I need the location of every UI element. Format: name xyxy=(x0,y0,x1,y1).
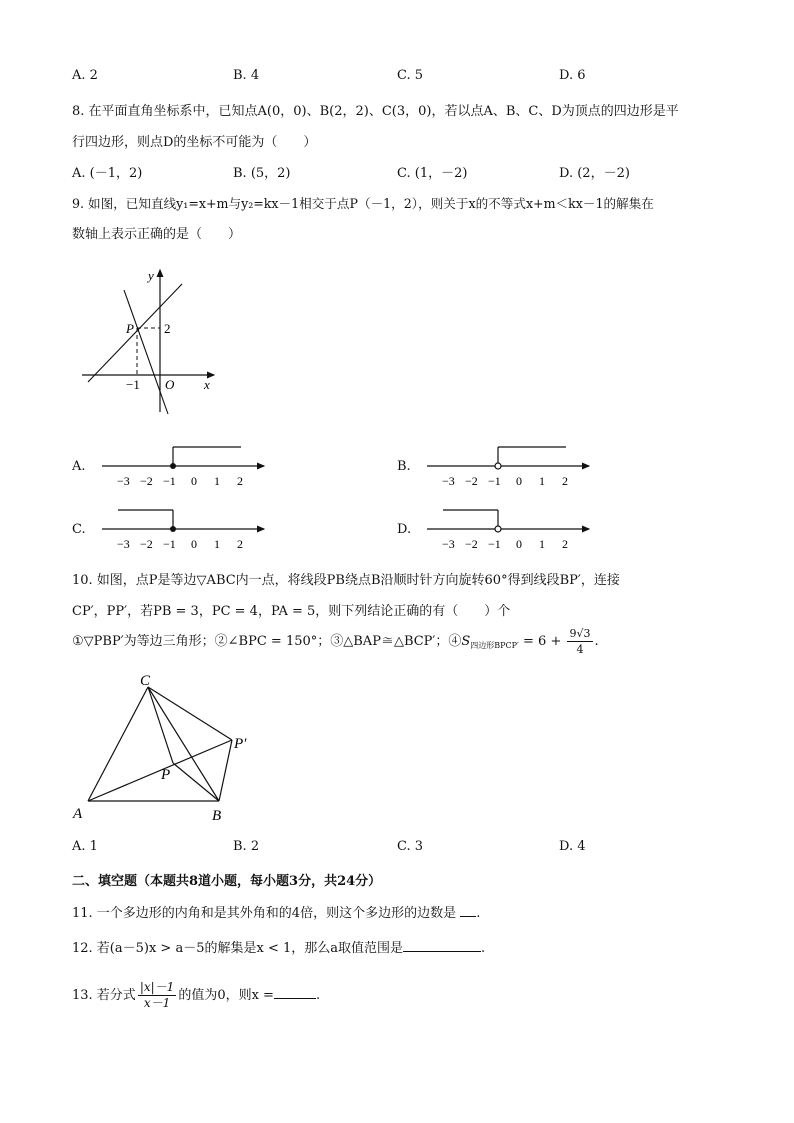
q9-number-line-d xyxy=(423,503,598,555)
q9-label-p: P xyxy=(126,321,134,336)
q13-end: . xyxy=(315,988,321,1003)
q7-option-b: B. 4 xyxy=(233,68,260,83)
q12-end: . xyxy=(481,941,486,956)
q9-number-line-b xyxy=(423,440,598,492)
q9-line-y2 xyxy=(124,290,168,414)
q9-d-open-point xyxy=(495,526,501,532)
q11-line xyxy=(72,902,480,921)
q10-label-b: B xyxy=(212,808,222,824)
q8-stem-line2: 行四边形，则点D的坐标不可能为（ ） xyxy=(72,135,317,150)
q10-area-symbol: S xyxy=(461,634,471,649)
q10-option-d: D. 4 xyxy=(559,839,586,854)
q13-suffix: 的值为0，则x = xyxy=(178,988,274,1003)
q12-line xyxy=(72,937,485,956)
q10-area-equals: = 6 + xyxy=(518,634,566,649)
q9-c-tick-label: 2 xyxy=(237,537,243,551)
q9-number-line-a xyxy=(98,440,273,492)
q9-label-two: 2 xyxy=(164,321,171,336)
q9-option-a-label: A. xyxy=(72,459,86,474)
q8-option-c: C. (1，－2) xyxy=(397,166,468,181)
q9-b-tick-label: 1 xyxy=(539,474,545,488)
q9-a-tick-label: −3 xyxy=(117,474,130,488)
q9-c-tick-label: −1 xyxy=(163,537,176,551)
q9-label-origin: O xyxy=(165,377,175,392)
q10-stem-line2: CP′，PP′，若PB = 3，PC = 4，PA = 5，则下列结论正确的有（ ）个 xyxy=(72,604,511,619)
q10-area-end: . xyxy=(594,634,599,649)
q9-stem-line2: 数轴上表示正确的是（ ） xyxy=(72,227,242,242)
q10-statements-main: ①▽PBP′为等边三角形；②∠BPC = 150°；③△BAP≅△BCP′；④ xyxy=(72,634,462,649)
q9-d-tick-label: −3 xyxy=(442,537,455,551)
q9-b-tick-label: −2 xyxy=(465,474,478,488)
q10-option-b: B. 2 xyxy=(233,839,260,854)
q9-d-tick-label: −1 xyxy=(488,537,501,551)
q9-a-solid-point xyxy=(170,463,176,469)
q10-label-c: C xyxy=(140,673,151,689)
q8-stem-line1: 8. 在平面直角坐标系中，已知点A(0，0)、B(2，2)、C(3，0)，若以点A、B、C、D为顶点的四边形是平 xyxy=(72,104,679,119)
q9-a-tick-label: −1 xyxy=(163,474,176,488)
q9-b-tick-label: −1 xyxy=(488,474,501,488)
q13-prefix: 13. 若分式 xyxy=(72,988,136,1003)
q13-fraction-denominator: x－1 xyxy=(143,996,171,1010)
q9-option-b-label: B. xyxy=(397,459,411,474)
q9-c-tick-label: 1 xyxy=(214,537,220,551)
q9-label-y: y xyxy=(148,268,154,283)
q10-stem-line1: 10. 如图，点P是等边▽ABC内一点，将线段PB绕点B沿顺时针方向旋转60°得到线段BP′，连接 xyxy=(72,573,620,588)
q13-fraction-numerator: |x|－1 xyxy=(139,980,175,994)
q9-a-tick-label: 1 xyxy=(214,474,220,488)
section2-title: 二、填空题（本题共8道小题，每小题3分，共24分） xyxy=(72,874,382,889)
q9-b-open-point xyxy=(495,463,501,469)
q7-option-d: D. 6 xyxy=(559,68,586,83)
q10-label-a: A xyxy=(73,806,83,822)
q10-statements xyxy=(72,626,599,657)
q8-option-b: B. (5，2) xyxy=(233,166,291,181)
q13-answer-blank[interactable] xyxy=(274,986,316,999)
q9-d-tick-label: 0 xyxy=(516,537,522,551)
q9-a-tick-label: 0 xyxy=(191,474,197,488)
q10-label-p: P xyxy=(161,767,171,783)
q10-area-fraction-denominator: 4 xyxy=(576,643,584,656)
q9-b-tick-label: 2 xyxy=(562,474,568,488)
q9-c-tick-label: −2 xyxy=(140,537,153,551)
q10-triangle-figure xyxy=(70,668,270,828)
q12-answer-blank[interactable] xyxy=(403,939,481,952)
q11-end: . xyxy=(476,906,481,921)
q9-d-tick-label: 2 xyxy=(562,537,568,551)
q10-area-subscript: 四边形BPCP′ xyxy=(470,641,519,650)
q9-a-tick-label: 2 xyxy=(237,474,243,488)
q7-option-a: A. 2 xyxy=(72,68,98,83)
q9-a-tick-label: −2 xyxy=(140,474,153,488)
q9-number-line-c xyxy=(98,503,273,555)
q13-line xyxy=(72,980,320,1011)
q11-text: 11. 一个多边形的内角和是其外角和的4倍，则这个多边形的边数是 xyxy=(72,906,457,921)
q9-b-tick-label: −3 xyxy=(442,474,455,488)
q9-label-x: x xyxy=(204,377,210,392)
q10-option-a: A. 1 xyxy=(72,839,98,854)
q10-option-c: C. 3 xyxy=(397,839,424,854)
q8-option-d: D. (2，－2) xyxy=(559,166,630,181)
q9-option-d-label: D. xyxy=(397,522,412,537)
q9-c-tick-label: −3 xyxy=(117,537,130,551)
q9-d-tick-label: 1 xyxy=(539,537,545,551)
q9-c-solid-point xyxy=(170,526,176,532)
q9-d-tick-label: −2 xyxy=(465,537,478,551)
q9-b-tick-label: 0 xyxy=(516,474,522,488)
q9-coordinate-graph xyxy=(78,262,228,422)
q9-label-neg-one: −1 xyxy=(126,377,140,392)
q7-option-c: C. 5 xyxy=(397,68,424,83)
q10-label-p-prime: P′ xyxy=(234,736,247,752)
q10-area-fraction-numerator: 9√3 xyxy=(569,627,591,640)
q11-answer-blank[interactable] xyxy=(460,904,476,917)
q9-option-c-label: C. xyxy=(72,522,86,537)
q9-stem-line1: 9. 如图，已知直线y₁=x+m与y₂=kx－1相交于点P（－1，2），则关于x的不等式x+m＜kx－1的解集在 xyxy=(72,196,654,211)
q9-c-tick-label: 0 xyxy=(191,537,197,551)
q12-text: 12. 若(a－5)x > a－5的解集是x < 1，那么a取值范围是 xyxy=(72,941,403,956)
q8-option-a: A. (－1，2) xyxy=(72,166,143,181)
